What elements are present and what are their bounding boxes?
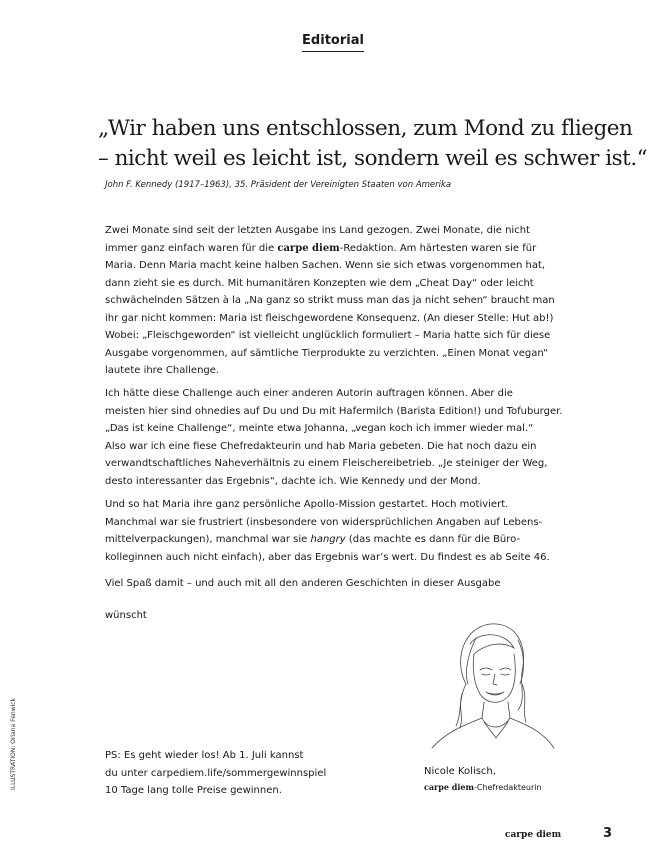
italic-word: hangry [310, 534, 346, 545]
quote-line: – nicht weil es leicht ist, sondern weil es schwer ist.“ [98, 146, 648, 171]
text-line: verwandtschaftliches Naheverhältnis zu einem Fleischereibetrieb. „Je steiniger der Weg, [105, 458, 548, 469]
text-line: Ich hätte diese Challenge auch einer anderen Autorin auftragen können. Aber die [105, 388, 513, 399]
ps-line: PS: Es geht wieder los! Ab 1. Juli kannst [105, 750, 304, 761]
text-line: Viel Spaß damit – und auch mit all den anderen Geschichten in dieser Ausgabe [105, 578, 501, 589]
brand-name: carpe diem [277, 242, 340, 254]
text-line: Maria. Denn Maria macht keine halben Sachen. Wenn sie sich etwas vorgenommen hat, [105, 260, 546, 271]
quote-attribution: John F. Kennedy (1917–1963), 35. Präsident der Vereinigten Staaten von Amerika [105, 180, 452, 190]
title-text: -Chefredakteurin [473, 783, 542, 792]
text-line: meisten hier sind ohnedies auf Du und Du mit Hafermilch (Barista Edition!) und Tofuburger. [105, 405, 563, 417]
text-span: mittelverpackungen), manchmal war sie [105, 534, 311, 545]
quote-line: „Wir haben uns entschlossen, zum Mond zu fliegen [98, 116, 633, 141]
text-line: Und so hat Maria ihre ganz persönliche Apollo-Mission gestartet. Hoch motiviert. [105, 499, 509, 510]
brand-name: carpe diem [424, 782, 474, 792]
paragraph-4 [105, 575, 561, 593]
section-label [0, 33, 666, 52]
footer-brand: carpe diem [505, 830, 562, 840]
text-span: immer ganz einfach waren für die [105, 242, 278, 254]
author-name: Nicole Kolisch, [424, 766, 496, 777]
ps-line: 10 Tage lang tolle Preise gewinnen. [105, 785, 282, 796]
text-line [105, 240, 561, 258]
text-line: „Das ist keine Challenge“, meinte etwa Johanna, „vegan koch ich immer wieder mal.“ [105, 423, 534, 434]
illustration-credit: ILLUSTRATION: Oriana Fenwick [10, 697, 17, 790]
ps-line: du unter carpediem.life/sommergewinnspiel [105, 767, 327, 779]
text-line [105, 531, 561, 549]
text-line: Also war ich eine fiese Chefredakteurin und hab Maria gebeten. Die hat noch dazu ein [105, 440, 537, 452]
pull-quote [98, 114, 648, 174]
text-line: wünscht [105, 610, 147, 621]
text-line: kolleginnen auch nicht einfach), aber das Ergebnis war’s wert. Du findest es ab Seite 46. [105, 551, 550, 563]
text-span: -Redaktion. Am härtesten waren sie für [339, 242, 537, 254]
section-label-text: Editorial [302, 33, 364, 52]
text-line: Zwei Monate sind seit der letzten Ausgabe ins Land gezogen. Zwei Monate, die nicht [105, 225, 530, 236]
text-line: Wobei: „Fleischgeworden“ ist vielleicht unglücklich formuliert – Maria hatte sich für diese [105, 330, 551, 341]
text-line: ihr gar nicht kommen: Maria ist fleischgewordene Konsequenz. (An dieser Stelle: Hut ab!) [105, 312, 554, 324]
portrait-illustration [418, 614, 560, 756]
page-number: 3 [603, 826, 613, 841]
text-line: schwächelnden Sätzen à la „Na ganz so strikt muss man das ja nicht sehen“ braucht man [105, 295, 555, 306]
postscript [105, 747, 326, 800]
text-line: Manchmal war sie frustriert (insbesondere von widersprüchlichen Angaben auf Lebens- [105, 516, 543, 528]
text-line: Ausgabe vorgenommen, auf sämtliche Tierprodukte zu verzichten. „Einen Monat vegan“ [105, 347, 549, 359]
text-span: (das machte es dann für die Büro- [345, 534, 521, 545]
text-line: lautete ihre Challenge. [105, 365, 220, 376]
paragraph-3 [105, 496, 561, 566]
paragraph-1 [105, 222, 561, 380]
text-line: dann zieht sie es durch. Mit humanitären Konzepten wie dem „Cheat Day“ oder leicht [105, 277, 534, 289]
author-title [424, 782, 542, 792]
text-line: desto interessanter das Ergebnis“, dachte ich. Wie Kennedy und der Mond. [105, 475, 481, 487]
paragraph-2 [105, 385, 561, 490]
